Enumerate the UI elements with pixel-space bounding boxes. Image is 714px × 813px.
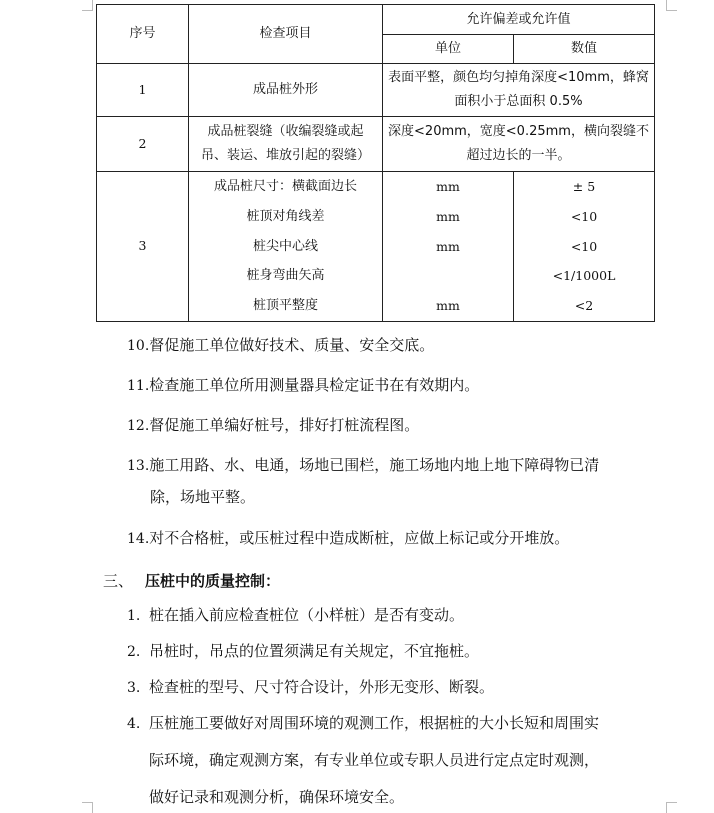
section-number: 三、: [103, 572, 134, 590]
paragraph-text: 施工用路、水、电通，场地已围栏，施工场地内地上地下障碍物已清: [149, 456, 600, 474]
header-allowance: 允许偏差或允许值: [383, 5, 655, 35]
paragraph-10: [127, 334, 434, 355]
paragraph-number: 10.: [127, 338, 150, 354]
row-detail-line: 深度<20mm，宽度<0.25mm，横向裂缝不: [388, 124, 649, 139]
row-value: <2: [574, 298, 594, 314]
paragraph-number: 11.: [127, 378, 150, 394]
row-seq: 3: [97, 172, 189, 322]
paragraph-text: 督促施工单编好桩号，排好打桩流程图。: [149, 416, 420, 434]
row-value: <10: [570, 238, 598, 254]
paragraph-text: 检查施工单位所用测量器具检定证书在有效期内。: [149, 376, 480, 394]
paragraph-13-continuation: 除，场地平整。: [150, 488, 256, 506]
row-value: ± 5: [572, 179, 596, 194]
row-value-list: [514, 172, 655, 322]
row-item: 成品桩外形: [189, 64, 383, 117]
row-item-line: 桩顶对角线差: [246, 208, 325, 224]
row-item-line: 桩顶平整度: [252, 298, 318, 314]
row-detail: 表面平整，颜色均匀掉角深度<10mm，蜂窝面积小于总面积 0.5%: [383, 64, 655, 117]
list-item-4-continuation: 做好记录和观测分析，确保环境安全。: [149, 788, 405, 806]
row-unit: mm: [436, 208, 460, 224]
row-item-line: 吊、装运、堆放引起的裂缝）: [200, 148, 370, 163]
row-detail-line: 超过边长的一半。: [466, 148, 571, 163]
page-corner-mark-bottom-left: [82, 802, 93, 813]
header-unit: 单位: [383, 35, 514, 64]
row-item-line: 桩身弯曲矢高: [246, 268, 325, 284]
list-text: 压桩施工要做好对周围环境的观测工作，根据桩的大小长短和周围实: [149, 714, 600, 732]
table-header-row: [97, 5, 655, 35]
paragraph-14: [127, 527, 569, 548]
list-item-2: [127, 640, 479, 661]
paragraph-13: [127, 454, 599, 475]
list-number: 3.: [127, 680, 141, 696]
paragraph-number: 12.: [127, 418, 150, 434]
paragraph-text: 对不合格桩，或压桩过程中造成断桩，应做上标记或分开堆放。: [149, 529, 570, 547]
row-item-line: 成品桩裂缝（收编裂缝或起: [207, 124, 364, 139]
row-unit: mm: [436, 298, 460, 314]
row-detail: [383, 117, 655, 172]
list-item-3: [127, 676, 494, 697]
list-number: 1.: [127, 608, 141, 624]
paragraph-12: [127, 414, 419, 435]
header-item: 检查项目: [189, 5, 383, 64]
list-number: 4.: [127, 716, 141, 732]
row-unit: mm: [436, 238, 460, 254]
section-heading: [103, 570, 280, 591]
paragraph-number: 14.: [127, 531, 150, 547]
page-corner-mark-top-left: [82, 0, 93, 11]
page-corner-mark-bottom-right: [666, 802, 677, 813]
table-row: [97, 117, 655, 172]
inspection-table: [96, 4, 655, 322]
row-unit-list: [383, 172, 514, 322]
list-text: 桩在插入前应检查桩位（小样桩）是否有变动。: [149, 606, 465, 624]
row-value: <1/1000L: [552, 268, 616, 284]
table-row: [97, 172, 655, 322]
page-corner-mark-top-right: [666, 0, 677, 11]
row-item-line: 桩尖中心线: [252, 238, 318, 254]
header-value: 数值: [514, 35, 655, 64]
paragraph-text: 督促施工单位做好技术、质量、安全交底。: [149, 336, 435, 354]
row-item: [189, 117, 383, 172]
header-seq: 序号: [97, 5, 189, 64]
list-item-4-continuation: 际环境，确定观测方案，有专业单位或专职人员进行定点定时观测，: [149, 751, 600, 769]
row-unit: [383, 261, 513, 291]
row-value: <10: [570, 208, 598, 224]
paragraph-number: 13.: [127, 458, 150, 474]
table-row: [97, 64, 655, 117]
list-item-4: [127, 712, 599, 733]
row-item-list: [189, 172, 383, 322]
section-title: 压桩中的质量控制：: [145, 572, 281, 590]
row-seq: 1: [97, 64, 189, 117]
list-number: 2.: [127, 644, 141, 660]
row-seq: 2: [97, 117, 189, 172]
row-unit: mm: [436, 179, 460, 194]
list-text: 吊桩时，吊点的位置须满足有关规定，不宜拖桩。: [149, 642, 480, 660]
list-text: 检查桩的型号、尺寸符合设计，外形无变形、断裂。: [149, 678, 495, 696]
row-item-line: 成品桩尺寸：横截面边长: [213, 179, 357, 194]
list-item-1: [127, 604, 464, 625]
paragraph-11: [127, 374, 479, 395]
